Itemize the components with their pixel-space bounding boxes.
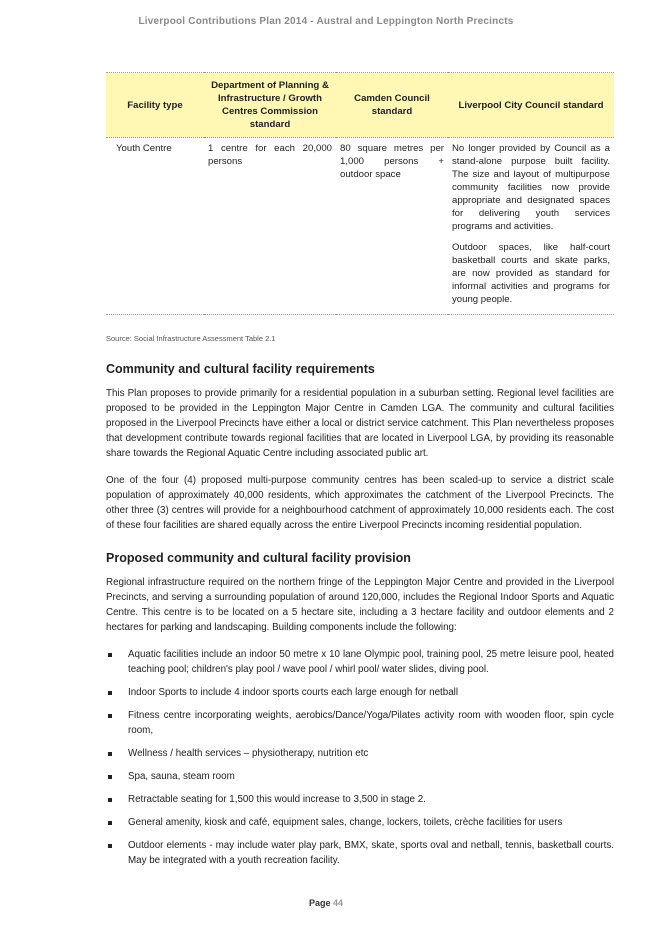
header-facility-type: Facility type — [106, 73, 204, 138]
list-item-text: Outdoor elements - may include water play park, BMX, skate, sports oval and netball, tennis, basketball courts. May be integrated with a youth recreation facility. — [128, 840, 614, 866]
list-item — [106, 746, 614, 761]
bullet-icon — [108, 714, 112, 718]
requirements-paragraph-2: One of the four (4) proposed multi-purpose community centres has been scaled-up to service a district scale population of approximately 40,000 residents, which approximates the catchment of the Liverpool Precincts. The other three (3) centres will provide for a neighbourhood catchment of approximately 10,000 residents each. The cost of these four facilities are shared equally across the entire Liverpool Precincts incoming residential population. — [106, 475, 614, 531]
liverpool-standard-para-1: No longer provided by Council as a stand-alone purpose built facility. The size and layout of multipurpose community facilities now provide appropriate and designated spaces for delivering youth services programs and activities. — [452, 143, 610, 232]
section-heading-requirements: Community and cultural facility requirements — [106, 362, 375, 376]
list-item-text: Fitness centre incorporating weights, aerobics/Dance/Yoga/Pilates activity room with wooden floor, spin cycle room, — [128, 710, 614, 736]
cell-dopi-standard: 1 centre for each 20,000 persons — [204, 138, 336, 315]
provision-paragraph-1: Regional infrastructure required on the northern fringe of the Leppington Major Centre and provided in the Liverpool Precincts, and serving a surrounding population of around 120,000, includes the Regional Indoor Sports and Aquatic Centre. This centre is to be located on a 5 hectare site, including a 3 hectare facility and outdoor elements and 2 hectares for parking and landscaping. Building components include the following: — [106, 577, 614, 633]
liverpool-standard-para-2: Outdoor spaces, like half-court basketball courts and skate parks, are now provided as standard for informal activities and programs for young people. — [452, 242, 610, 305]
list-item-text: Retractable seating for 1,500 this would increase to 3,500 in stage 2. — [128, 794, 426, 805]
table-row — [106, 138, 614, 315]
cell-camden-standard: 80 square metres per 1,000 persons + outdoor space — [336, 138, 448, 315]
bullet-icon — [108, 844, 112, 848]
page-footer — [0, 898, 652, 908]
building-components-list — [106, 647, 614, 868]
cell-facility-type: Youth Centre — [106, 138, 204, 315]
page-label: Page — [308, 898, 331, 908]
table-header-row — [106, 73, 614, 138]
page-number: 44 — [333, 898, 344, 908]
table-source-note: Source: Social Infrastructure Assessment Table 2.1 — [106, 334, 276, 343]
list-item — [106, 708, 614, 738]
list-item — [106, 647, 614, 677]
running-header: Liverpool Contributions Plan 2014 - Austral and Leppington North Precincts — [138, 16, 514, 27]
list-item — [106, 769, 614, 784]
bullet-icon — [108, 775, 112, 779]
bullet-icon — [108, 821, 112, 825]
bullet-icon — [108, 653, 112, 657]
header-camden-standard: Camden Council standard — [336, 73, 448, 138]
bullet-icon — [108, 798, 112, 802]
list-item-text: Aquatic facilities include an indoor 50 metre x 10 lane Olympic pool, training pool, 25 metre leisure pool, heated teaching pool; children's play pool / wave pool / whirl pool/ water slides, diving pool. — [128, 649, 614, 675]
header-liverpool-standard: Liverpool City Council standard — [448, 73, 614, 138]
header-dopi-standard: Department of Planning & Infrastructure / Growth Centres Commission standard — [204, 73, 336, 138]
facility-standards-table — [106, 72, 614, 315]
section-heading-provision: Proposed community and cultural facility provision — [106, 551, 411, 565]
requirements-paragraph-1: This Plan proposes to provide primarily for a residential population in a suburban setting. Regional level facilities are proposed to be provided in the Leppington Major Centre in Camden LGA. The community and cultural facilities proposed in the Liverpool Precincts have either a local or district service catchment. This Plan nevertheless proposes that development contribute towards regional facilities that are located in Liverpool LGA, by providing its reasonable share towards the Regional Aquatic Centre including associated public art. — [106, 388, 614, 459]
bullet-icon — [108, 752, 112, 756]
list-item-text: Spa, sauna, steam room — [128, 771, 235, 782]
list-item-text: Wellness / health services – physiotherapy, nutrition etc — [128, 748, 369, 759]
list-item — [106, 685, 614, 700]
section-provision — [106, 551, 614, 876]
list-item — [106, 792, 614, 807]
bullet-icon — [108, 691, 112, 695]
list-item-text: Indoor Sports to include 4 indoor sports courts each large enough for netball — [128, 687, 459, 698]
list-item-text: General amenity, kiosk and café, equipment sales, change, lockers, toilets, crèche facilities for users — [128, 817, 563, 828]
cell-liverpool-standard — [448, 138, 614, 315]
list-item — [106, 815, 614, 830]
list-item — [106, 838, 614, 868]
section-requirements — [106, 362, 614, 545]
